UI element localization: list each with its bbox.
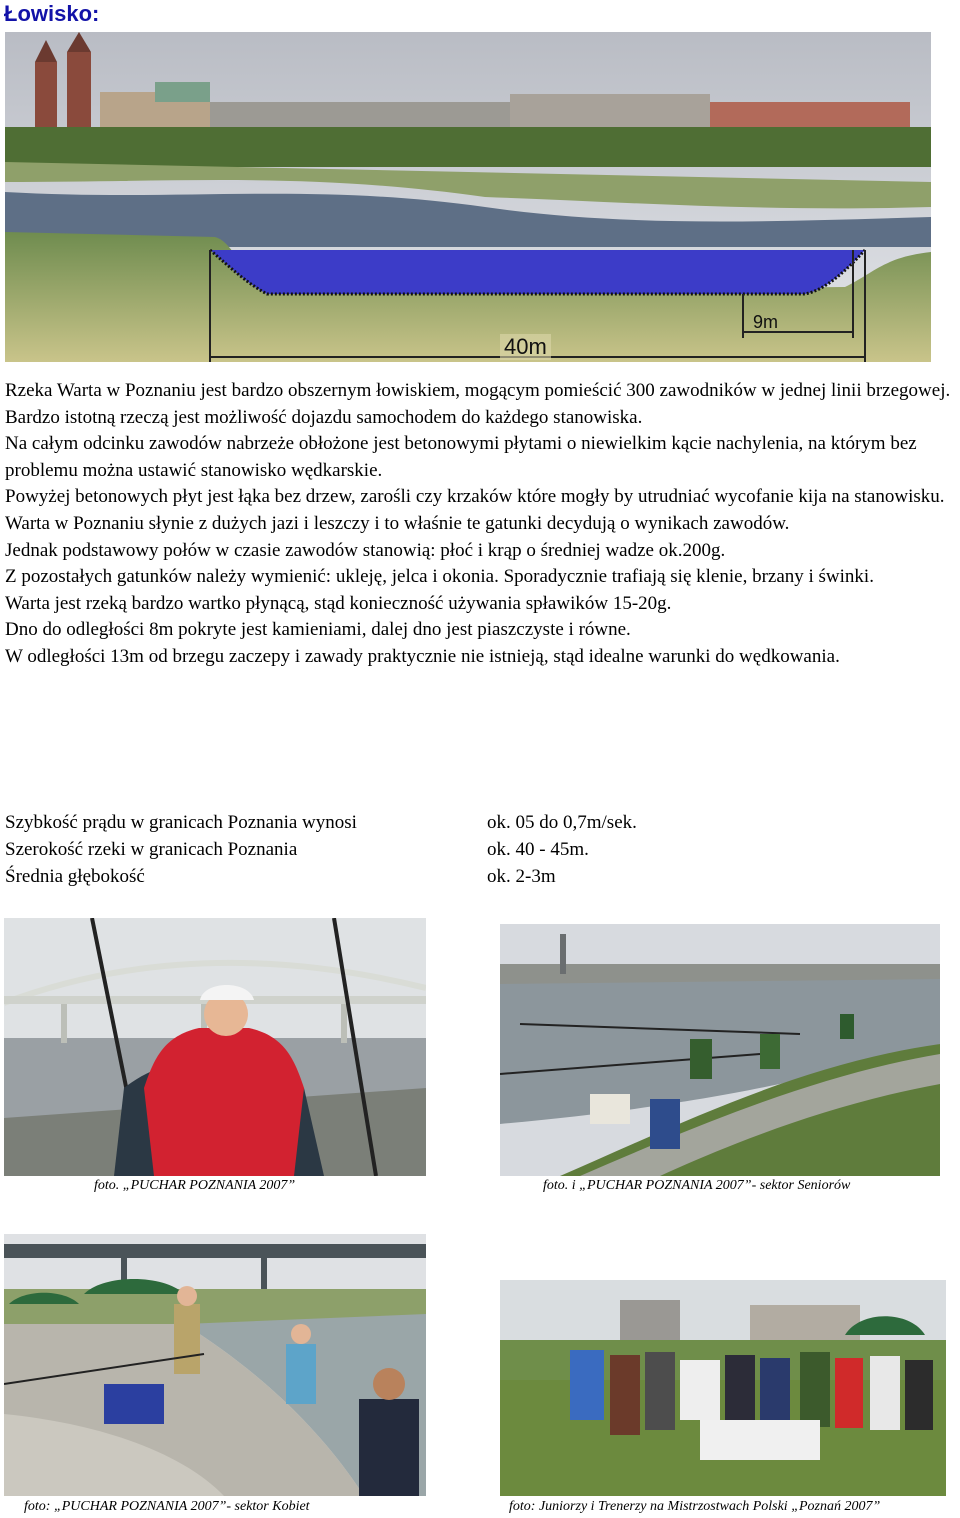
spec-row-average-depth bbox=[5, 864, 556, 890]
paragraph: W odległości 13m od brzegu zaczepy i zawady praktycznie nie istnieją, stąd idealne warunki do wędkowania. bbox=[5, 645, 840, 667]
paragraph: Jednak podstawowy połów w czasie zawodów stanowią: płoć i krąp o średniej wadze ok.200g. bbox=[5, 539, 726, 561]
paragraph: Bardzo istotną rzeczą jest możliwość dojazdu samochodem do każdego stanowiska. bbox=[5, 406, 643, 428]
paragraph: Warta w Poznaniu słynie z dużych jazi i leszczy i to właśnie te gatunki decydują o wynikach zawodów. bbox=[5, 512, 790, 534]
dimension-9m-label: 9m bbox=[753, 312, 779, 332]
paragraph: Warta jest rzeką bardzo wartko płynącą, stąd konieczność używania spławików 15-20g. bbox=[5, 592, 672, 614]
photo-woman-angler bbox=[4, 918, 426, 1176]
photo-caption: foto: „PUCHAR POZNANIA 2007”- sektor Kobiet bbox=[24, 1499, 310, 1514]
description-text bbox=[5, 378, 957, 671]
paragraph: Z pozostałych gatunków należy wymienić: ukleję, jelca i okonia. Sporadycznie trafiają się klenie, brzany i świnki. bbox=[5, 566, 874, 588]
paragraph: Na całym odcinku zawodów nabrzeże obłożone jest betonowymi płytami o niewielkim kącie nachylenia, na którym bez problemu można ustawić stanowisko wędkarskie. bbox=[5, 433, 917, 481]
photo-caption: foto. „PUCHAR POZNANIA 2007” bbox=[94, 1178, 296, 1193]
photo-caption: foto. i „PUCHAR POZNANIA 2007”- sektor Seniorów bbox=[543, 1178, 851, 1193]
spec-label: Szerokość rzeki w granicach Poznania bbox=[5, 839, 298, 860]
spec-value: ok. 2-3m bbox=[487, 866, 556, 887]
spec-row-river-width bbox=[5, 837, 589, 863]
river-panorama-photo bbox=[5, 32, 931, 362]
paragraph: Dno do odległości 8m pokryte jest kamieniami, dalej dno jest piaszczyste i równe. bbox=[5, 619, 631, 641]
spec-value: ok. 40 - 45m. bbox=[487, 839, 589, 860]
paragraph: Powyżej betonowych płyt jest łąka bez drzew, zarośli czy krzaków które mogły by utrudniać wycofanie kija na stanowisku. bbox=[5, 486, 945, 508]
spec-label: Szybkość prądu w granicach Poznania wynosi bbox=[5, 812, 357, 833]
photo-juniors-coaches bbox=[500, 1280, 946, 1496]
dimension-40m-label: 40m bbox=[500, 334, 551, 360]
paragraph: Rzeka Warta w Poznaniu jest bardzo obszernym łowiskiem, mogącym pomieścić 300 zawodników w jednej linii brzegowej. bbox=[5, 380, 951, 401]
photo-seniors-sector bbox=[500, 924, 940, 1176]
photo-caption: foto: Juniorzy i Trenerzy na Mistrzostwach Polski „Poznań 2007” bbox=[509, 1499, 881, 1514]
spec-value: ok. 05 do 0,7m/sek. bbox=[487, 812, 637, 833]
page-title: Łowisko: bbox=[4, 1, 100, 26]
photo-women-sector bbox=[4, 1234, 426, 1496]
spec-row-current-speed bbox=[5, 810, 637, 836]
spec-label: Średnia głębokość bbox=[5, 866, 145, 887]
